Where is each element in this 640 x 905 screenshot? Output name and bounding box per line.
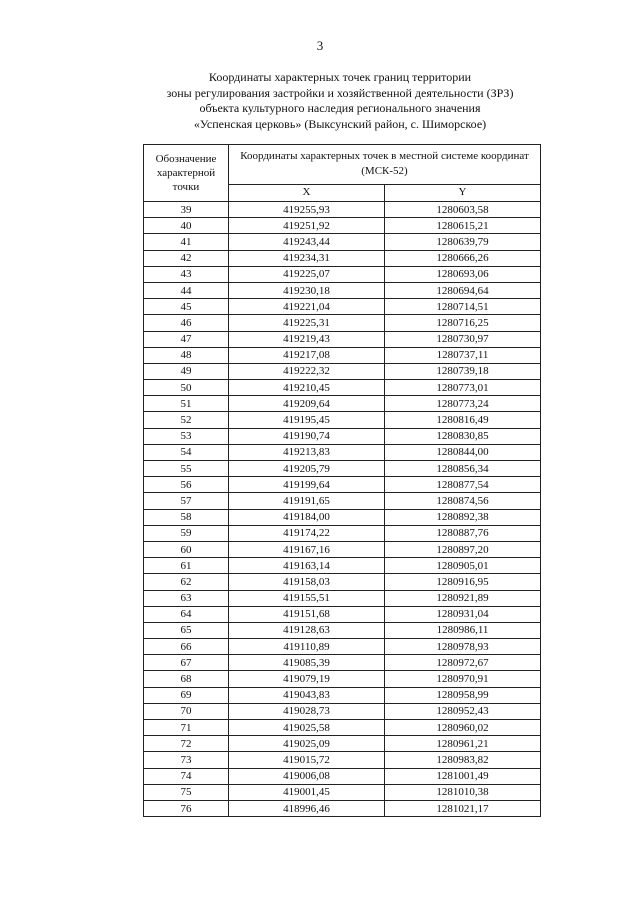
table-row [144,768,541,784]
cell-point: 71 [144,720,229,736]
title-line-1: Координаты характерных точек границ территории [208,70,472,84]
cell-x: 419190,74 [229,428,385,444]
cell-point: 54 [144,444,229,460]
cell-point: 43 [144,266,229,282]
cell-y: 1280958,99 [385,687,541,703]
cell-point: 40 [144,218,229,234]
cell-point: 67 [144,655,229,671]
cell-x: 419225,31 [229,315,385,331]
table-row [144,428,541,444]
cell-x: 419225,07 [229,266,385,282]
cell-point: 70 [144,703,229,719]
table-row [144,752,541,768]
table-row [144,639,541,655]
cell-point: 57 [144,493,229,509]
cell-x: 419043,83 [229,687,385,703]
cell-y: 1280714,51 [385,299,541,315]
title-line-4: «Успенская церковь» (Выксунский район, с. Шиморское) [193,116,487,131]
cell-y: 1280615,21 [385,218,541,234]
cell-point: 72 [144,736,229,752]
cell-y: 1280856,34 [385,461,541,477]
cell-point: 46 [144,315,229,331]
cell-point: 56 [144,477,229,493]
table-row [144,622,541,638]
cell-x: 419167,16 [229,541,385,557]
cell-y: 1280897,20 [385,541,541,557]
cell-y: 1280877,54 [385,477,541,493]
cell-x: 419221,04 [229,299,385,315]
cell-point: 49 [144,363,229,379]
cell-point: 64 [144,606,229,622]
cell-x: 419151,68 [229,606,385,622]
cell-x: 419028,73 [229,703,385,719]
cell-point: 51 [144,396,229,412]
table-row [144,493,541,509]
cell-y: 1280916,95 [385,574,541,590]
cell-y: 1280694,64 [385,282,541,298]
header-x: X [229,184,385,201]
header-y: Y [385,184,541,201]
cell-point: 47 [144,331,229,347]
cell-x: 419155,51 [229,590,385,606]
cell-point: 45 [144,299,229,315]
cell-x: 419210,45 [229,380,385,396]
table-row [144,703,541,719]
cell-x: 419234,31 [229,250,385,266]
title-line-3: объекта культурного наследия регионального значения [199,101,481,115]
table-row [144,234,541,250]
cell-y: 1280970,91 [385,671,541,687]
table-row [144,509,541,525]
page-number: 3 [316,38,324,53]
cell-x: 419230,18 [229,282,385,298]
cell-x: 419251,92 [229,218,385,234]
cell-y: 1280716,25 [385,315,541,331]
cell-point: 53 [144,428,229,444]
cell-point: 55 [144,461,229,477]
cell-point: 61 [144,558,229,574]
cell-y: 1281021,17 [385,800,541,816]
cell-x: 419195,45 [229,412,385,428]
header-point-designation: Обозначение характерной точки [144,145,229,202]
table-row [144,412,541,428]
cell-point: 76 [144,800,229,816]
cell-y: 1280730,97 [385,331,541,347]
table-row [144,347,541,363]
cell-y: 1280887,76 [385,525,541,541]
cell-y: 1280921,89 [385,590,541,606]
table-row [144,525,541,541]
cell-point: 59 [144,525,229,541]
cell-point: 52 [144,412,229,428]
cell-y: 1280773,24 [385,396,541,412]
cell-y: 1280844,00 [385,444,541,460]
cell-x: 419219,43 [229,331,385,347]
cell-x: 419209,64 [229,396,385,412]
cell-x: 419243,44 [229,234,385,250]
cell-y: 1280983,82 [385,752,541,768]
cell-y: 1280960,02 [385,720,541,736]
table-row [144,687,541,703]
table-row [144,315,541,331]
table-row [144,477,541,493]
document-title [100,70,580,132]
cell-y: 1281010,38 [385,784,541,800]
table-body [144,202,541,817]
cell-point: 60 [144,541,229,557]
cell-x: 419079,19 [229,671,385,687]
cell-x: 419015,72 [229,752,385,768]
cell-point: 41 [144,234,229,250]
cell-point: 74 [144,768,229,784]
table-row [144,655,541,671]
cell-y: 1280773,01 [385,380,541,396]
coordinates-table [143,144,541,817]
cell-x: 419025,09 [229,736,385,752]
cell-x: 419184,00 [229,509,385,525]
table-row [144,396,541,412]
cell-y: 1280905,01 [385,558,541,574]
table-row [144,606,541,622]
table-row [144,720,541,736]
cell-y: 1280972,67 [385,655,541,671]
table-row [144,380,541,396]
cell-point: 58 [144,509,229,525]
cell-y: 1281001,49 [385,768,541,784]
table-row [144,363,541,379]
cell-x: 419205,79 [229,461,385,477]
cell-x: 419025,58 [229,720,385,736]
cell-x: 419110,89 [229,639,385,655]
cell-point: 63 [144,590,229,606]
cell-x: 419085,39 [229,655,385,671]
cell-y: 1280961,21 [385,736,541,752]
table-row [144,444,541,460]
cell-y: 1280666,26 [385,250,541,266]
table-row [144,671,541,687]
cell-y: 1280603,58 [385,202,541,218]
cell-point: 75 [144,784,229,800]
table-row [144,202,541,218]
cell-point: 48 [144,347,229,363]
cell-x: 419158,03 [229,574,385,590]
cell-x: 419222,32 [229,363,385,379]
cell-point: 50 [144,380,229,396]
table-row [144,218,541,234]
cell-y: 1280693,06 [385,266,541,282]
cell-y: 1280739,18 [385,363,541,379]
cell-x: 419217,08 [229,347,385,363]
table-row [144,266,541,282]
cell-point: 65 [144,622,229,638]
table-row [144,590,541,606]
cell-x: 418996,46 [229,800,385,816]
cell-point: 62 [144,574,229,590]
cell-x: 419191,65 [229,493,385,509]
title-line-2: зоны регулирования застройки и хозяйственной деятельности (ЗРЗ) [166,85,514,100]
cell-point: 68 [144,671,229,687]
cell-y: 1280978,93 [385,639,541,655]
table-row [144,800,541,816]
cell-y: 1280874,56 [385,493,541,509]
cell-x: 419174,22 [229,525,385,541]
table-row [144,558,541,574]
cell-y: 1280931,04 [385,606,541,622]
cell-y: 1280892,38 [385,509,541,525]
table-row [144,282,541,298]
table-row [144,784,541,800]
cell-x: 419163,14 [229,558,385,574]
cell-point: 39 [144,202,229,218]
cell-point: 66 [144,639,229,655]
cell-y: 1280986,11 [385,622,541,638]
table-row [144,331,541,347]
cell-x: 419199,64 [229,477,385,493]
table-row [144,299,541,315]
table-row [144,541,541,557]
cell-x: 419006,08 [229,768,385,784]
cell-y: 1280737,11 [385,347,541,363]
cell-point: 44 [144,282,229,298]
table-row [144,250,541,266]
cell-point: 42 [144,250,229,266]
table-row [144,461,541,477]
cell-point: 73 [144,752,229,768]
cell-x: 419001,45 [229,784,385,800]
cell-y: 1280830,85 [385,428,541,444]
cell-x: 419213,83 [229,444,385,460]
table-row [144,736,541,752]
header-coordinates: Координаты характерных точек в местной системе координат (МСК-52) [229,145,541,185]
cell-point: 69 [144,687,229,703]
cell-x: 419255,93 [229,202,385,218]
cell-y: 1280816,49 [385,412,541,428]
cell-x: 419128,63 [229,622,385,638]
table-row [144,574,541,590]
cell-y: 1280952,43 [385,703,541,719]
cell-y: 1280639,79 [385,234,541,250]
